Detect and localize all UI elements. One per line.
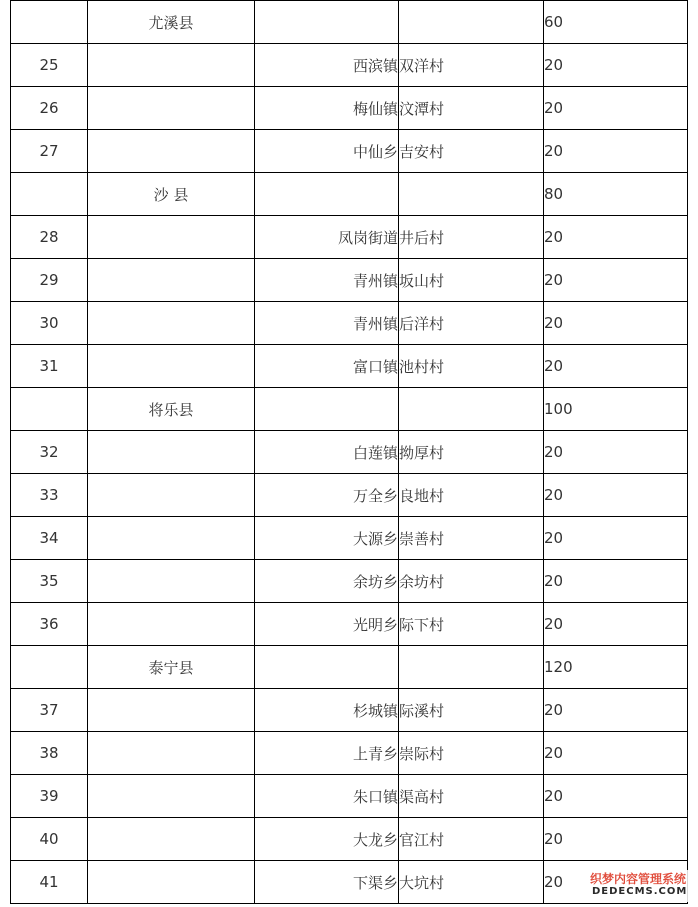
quota-cell: 100 xyxy=(544,388,688,431)
quota-cell: 20 xyxy=(544,517,688,560)
table-row xyxy=(11,517,688,560)
town-cell: 青州镇 xyxy=(255,259,399,302)
village-cell: 良地村 xyxy=(399,474,544,517)
quota-cell: 20 xyxy=(544,474,688,517)
table-row xyxy=(11,431,688,474)
row-number-cell: 26 xyxy=(11,87,88,130)
quota-cell: 20 xyxy=(544,732,688,775)
table-row xyxy=(11,560,688,603)
dedecms-watermark xyxy=(588,870,696,902)
village-cell: 双洋村 xyxy=(399,44,544,87)
county-cell xyxy=(88,474,255,517)
town-cell: 白莲镇 xyxy=(255,431,399,474)
county-subtotal-row xyxy=(11,173,688,216)
town-cell: 凤岗街道 xyxy=(255,216,399,259)
row-number-cell xyxy=(11,173,88,216)
table-row xyxy=(11,44,688,87)
county-cell xyxy=(88,560,255,603)
quota-cell: 20 xyxy=(544,216,688,259)
county-cell xyxy=(88,861,255,904)
town-cell: 上青乡 xyxy=(255,732,399,775)
row-number-cell: 38 xyxy=(11,732,88,775)
row-number-cell: 32 xyxy=(11,431,88,474)
county-cell xyxy=(88,302,255,345)
quota-cell: 20 xyxy=(544,818,688,861)
quota-cell: 20 xyxy=(544,87,688,130)
town-cell: 光明乡 xyxy=(255,603,399,646)
quota-cell: 60 xyxy=(544,1,688,44)
row-number-cell: 29 xyxy=(11,259,88,302)
watermark-cn-text: 织梦内容管理系统 xyxy=(590,872,687,886)
county-cell xyxy=(88,732,255,775)
table-row xyxy=(11,689,688,732)
village-cell: 际溪村 xyxy=(399,689,544,732)
quota-cell: 20 xyxy=(544,130,688,173)
table-row xyxy=(11,861,688,904)
county-cell: 尤溪县 xyxy=(88,1,255,44)
village-cell: 崇际村 xyxy=(399,732,544,775)
county-cell xyxy=(88,517,255,560)
county-cell xyxy=(88,216,255,259)
row-number-cell: 25 xyxy=(11,44,88,87)
row-number-cell: 34 xyxy=(11,517,88,560)
row-number-cell: 33 xyxy=(11,474,88,517)
table-row xyxy=(11,130,688,173)
row-number-cell: 30 xyxy=(11,302,88,345)
town-cell xyxy=(255,388,399,431)
county-cell: 泰宁县 xyxy=(88,646,255,689)
town-cell: 中仙乡 xyxy=(255,130,399,173)
county-cell xyxy=(88,259,255,302)
quota-cell: 20 xyxy=(544,44,688,87)
village-cell xyxy=(399,173,544,216)
village-cell: 汶潭村 xyxy=(399,87,544,130)
town-cell: 富口镇 xyxy=(255,345,399,388)
county-cell xyxy=(88,44,255,87)
quota-cell: 20 xyxy=(544,345,688,388)
row-number-cell: 31 xyxy=(11,345,88,388)
quota-cell: 120 xyxy=(544,646,688,689)
village-cell: 大坑村 xyxy=(399,861,544,904)
village-cell: 池村村 xyxy=(399,345,544,388)
allocation-table xyxy=(10,0,688,904)
table-row xyxy=(11,259,688,302)
table-row xyxy=(11,87,688,130)
row-number-cell: 27 xyxy=(11,130,88,173)
county-cell xyxy=(88,689,255,732)
village-cell: 余坊村 xyxy=(399,560,544,603)
county-cell xyxy=(88,130,255,173)
village-cell: 官江村 xyxy=(399,818,544,861)
county-subtotal-row xyxy=(11,388,688,431)
town-cell: 朱口镇 xyxy=(255,775,399,818)
village-cell: 拗厚村 xyxy=(399,431,544,474)
county-cell: 将乐县 xyxy=(88,388,255,431)
row-number-cell: 40 xyxy=(11,818,88,861)
village-cell xyxy=(399,1,544,44)
village-cell: 崇善村 xyxy=(399,517,544,560)
village-cell: 坂山村 xyxy=(399,259,544,302)
town-cell: 余坊乡 xyxy=(255,560,399,603)
row-number-cell: 41 xyxy=(11,861,88,904)
row-number-cell xyxy=(11,1,88,44)
table-row xyxy=(11,474,688,517)
quota-cell: 20 xyxy=(544,431,688,474)
table-row xyxy=(11,302,688,345)
village-cell xyxy=(399,646,544,689)
county-cell xyxy=(88,775,255,818)
row-number-cell: 37 xyxy=(11,689,88,732)
quota-cell: 20 xyxy=(544,603,688,646)
county-cell xyxy=(88,818,255,861)
county-cell xyxy=(88,431,255,474)
quota-cell: 20 xyxy=(544,302,688,345)
town-cell: 下渠乡 xyxy=(255,861,399,904)
quota-cell: 20 xyxy=(544,861,688,904)
row-number-cell xyxy=(11,388,88,431)
town-cell: 大龙乡 xyxy=(255,818,399,861)
town-cell: 万全乡 xyxy=(255,474,399,517)
town-cell: 西滨镇 xyxy=(255,44,399,87)
village-cell: 吉安村 xyxy=(399,130,544,173)
quota-cell: 20 xyxy=(544,689,688,732)
table-row xyxy=(11,818,688,861)
row-number-cell xyxy=(11,646,88,689)
town-cell xyxy=(255,646,399,689)
village-cell: 渠高村 xyxy=(399,775,544,818)
quota-cell: 20 xyxy=(544,560,688,603)
village-cell: 后洋村 xyxy=(399,302,544,345)
watermark-en-text: DEDECMS.COM xyxy=(592,886,688,897)
table-row xyxy=(11,603,688,646)
table-row xyxy=(11,775,688,818)
village-cell: 井后村 xyxy=(399,216,544,259)
row-number-cell: 28 xyxy=(11,216,88,259)
town-cell: 杉城镇 xyxy=(255,689,399,732)
county-cell xyxy=(88,603,255,646)
town-cell xyxy=(255,173,399,216)
county-cell xyxy=(88,87,255,130)
table-body xyxy=(11,1,688,904)
county-subtotal-row xyxy=(11,646,688,689)
quota-cell: 20 xyxy=(544,259,688,302)
county-cell: 沙 县 xyxy=(88,173,255,216)
quota-cell: 20 xyxy=(544,775,688,818)
row-number-cell: 39 xyxy=(11,775,88,818)
town-cell: 青州镇 xyxy=(255,302,399,345)
county-subtotal-row xyxy=(11,1,688,44)
town-cell: 梅仙镇 xyxy=(255,87,399,130)
table-row xyxy=(11,345,688,388)
quota-cell: 80 xyxy=(544,173,688,216)
village-cell: 际下村 xyxy=(399,603,544,646)
row-number-cell: 36 xyxy=(11,603,88,646)
table-row xyxy=(11,216,688,259)
row-number-cell: 35 xyxy=(11,560,88,603)
town-cell: 大源乡 xyxy=(255,517,399,560)
county-cell xyxy=(88,345,255,388)
town-cell xyxy=(255,1,399,44)
village-cell xyxy=(399,388,544,431)
table-row xyxy=(11,732,688,775)
